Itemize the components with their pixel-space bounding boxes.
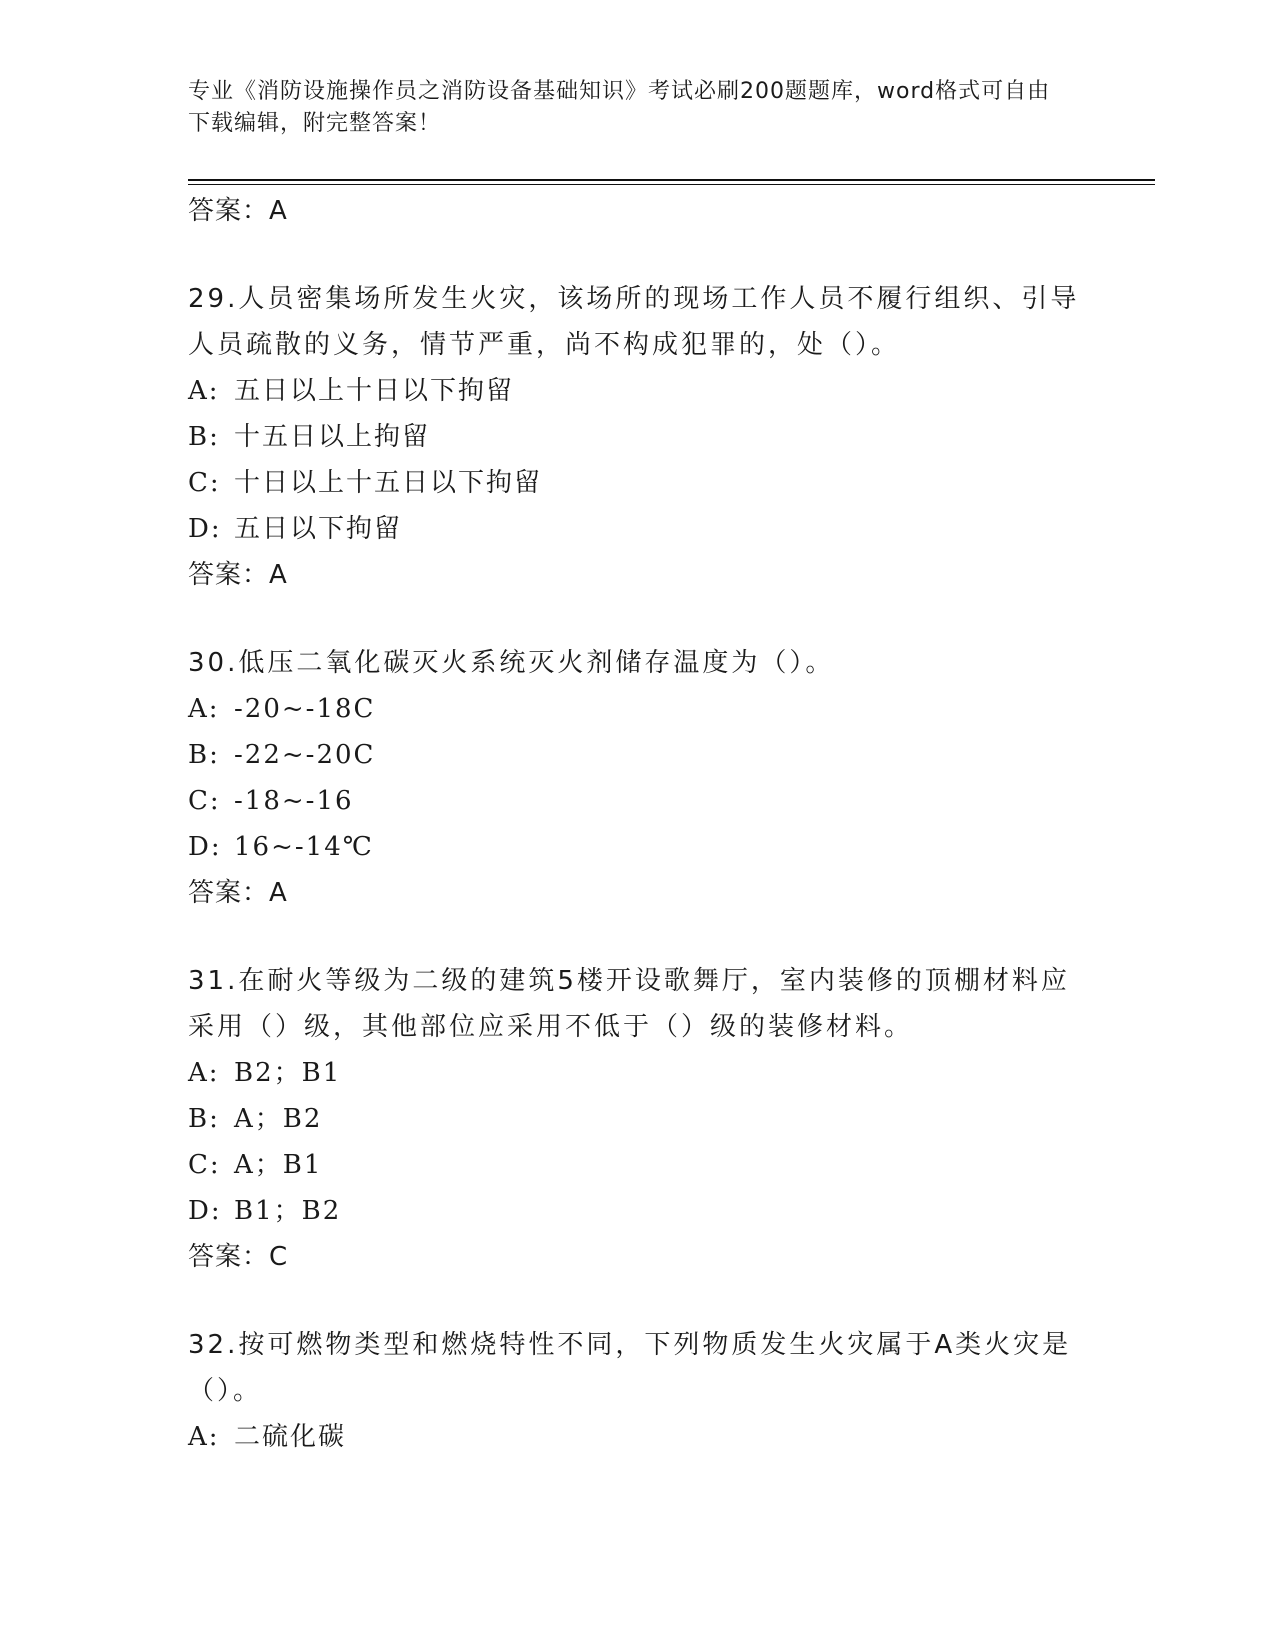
spacer [188,598,1088,640]
question-30 [188,640,1088,916]
option-key: C: [188,468,221,498]
spacer [188,234,1088,276]
option-text: 十五日以上拘留 [234,422,431,452]
spacer [188,1280,1088,1322]
option-d [188,824,1088,870]
option-text: -22~-20C [234,740,376,770]
option-key: B: [188,740,220,770]
option-key: D: [188,514,222,544]
option-key: B: [188,1104,220,1134]
option-key: A: [188,1058,220,1088]
option-c [188,778,1088,824]
option-b [188,414,1088,460]
question-stem: 32.按可燃物类型和燃烧特性不同，下列物质发生火灾属于A类火灾是（）。 [188,1330,1072,1406]
option-b [188,1096,1088,1142]
option-key: A: [188,694,220,724]
option-d [188,1188,1088,1234]
option-text: B2；B1 [234,1058,342,1088]
option-text: 五日以下拘留 [234,514,403,544]
answer-line: 答案：A [188,878,288,908]
option-a [188,1050,1088,1096]
answer-line: 答案：A [188,560,288,590]
spacer [188,916,1088,958]
header-rule-thick [188,179,1155,181]
option-text: 十日以上十五日以下拘留 [234,468,543,498]
answer-line: 答案：C [188,1242,289,1272]
option-c [188,460,1088,506]
option-key: A: [188,376,220,406]
option-text: -18~-16 [234,786,354,816]
option-d [188,506,1088,552]
option-key: D: [188,832,222,862]
header-rule-thin [188,184,1155,185]
option-text: A；B1 [234,1150,323,1180]
option-key: C: [188,786,221,816]
option-b [188,732,1088,778]
option-key: B: [188,422,220,452]
option-text: B1；B2 [234,1196,342,1226]
option-key: D: [188,1196,222,1226]
question-32 [188,1322,1088,1460]
option-key: A: [188,1422,220,1452]
question-31 [188,958,1088,1280]
option-a [188,1414,1088,1460]
question-stem: 30.低压二氧化碳灭火系统灭火剂储存温度为（）。 [188,648,835,678]
question-list [188,188,1088,1460]
option-text: 五日以上十日以下拘留 [234,376,515,406]
option-text: A；B2 [234,1104,323,1134]
question-stem: 29.人员密集场所发生火灾，该场所的现场工作人员不履行组织、引导人员疏散的义务，情节严重，尚不构成犯罪的，处（）。 [188,284,1080,360]
option-a [188,686,1088,732]
question-stem: 31.在耐火等级为二级的建筑5楼开设歌舞厅，室内装修的顶棚材料应采用（）级，其他部位应采用不低于（）级的装修材料。 [188,966,1070,1042]
option-a [188,368,1088,414]
document-header: 专业《消防设施操作员之消防设备基础知识》考试必刷200题题库，word格式可自由下载编辑，附完整答案！ [188,79,1051,136]
option-key: C: [188,1150,221,1180]
option-text: 16~-14℃ [234,832,374,862]
question-29 [188,276,1088,598]
option-text: 二硫化碳 [234,1422,347,1452]
option-c [188,1142,1088,1188]
option-text: -20~-18C [234,694,376,724]
answer-line: 答案：A [188,196,288,226]
